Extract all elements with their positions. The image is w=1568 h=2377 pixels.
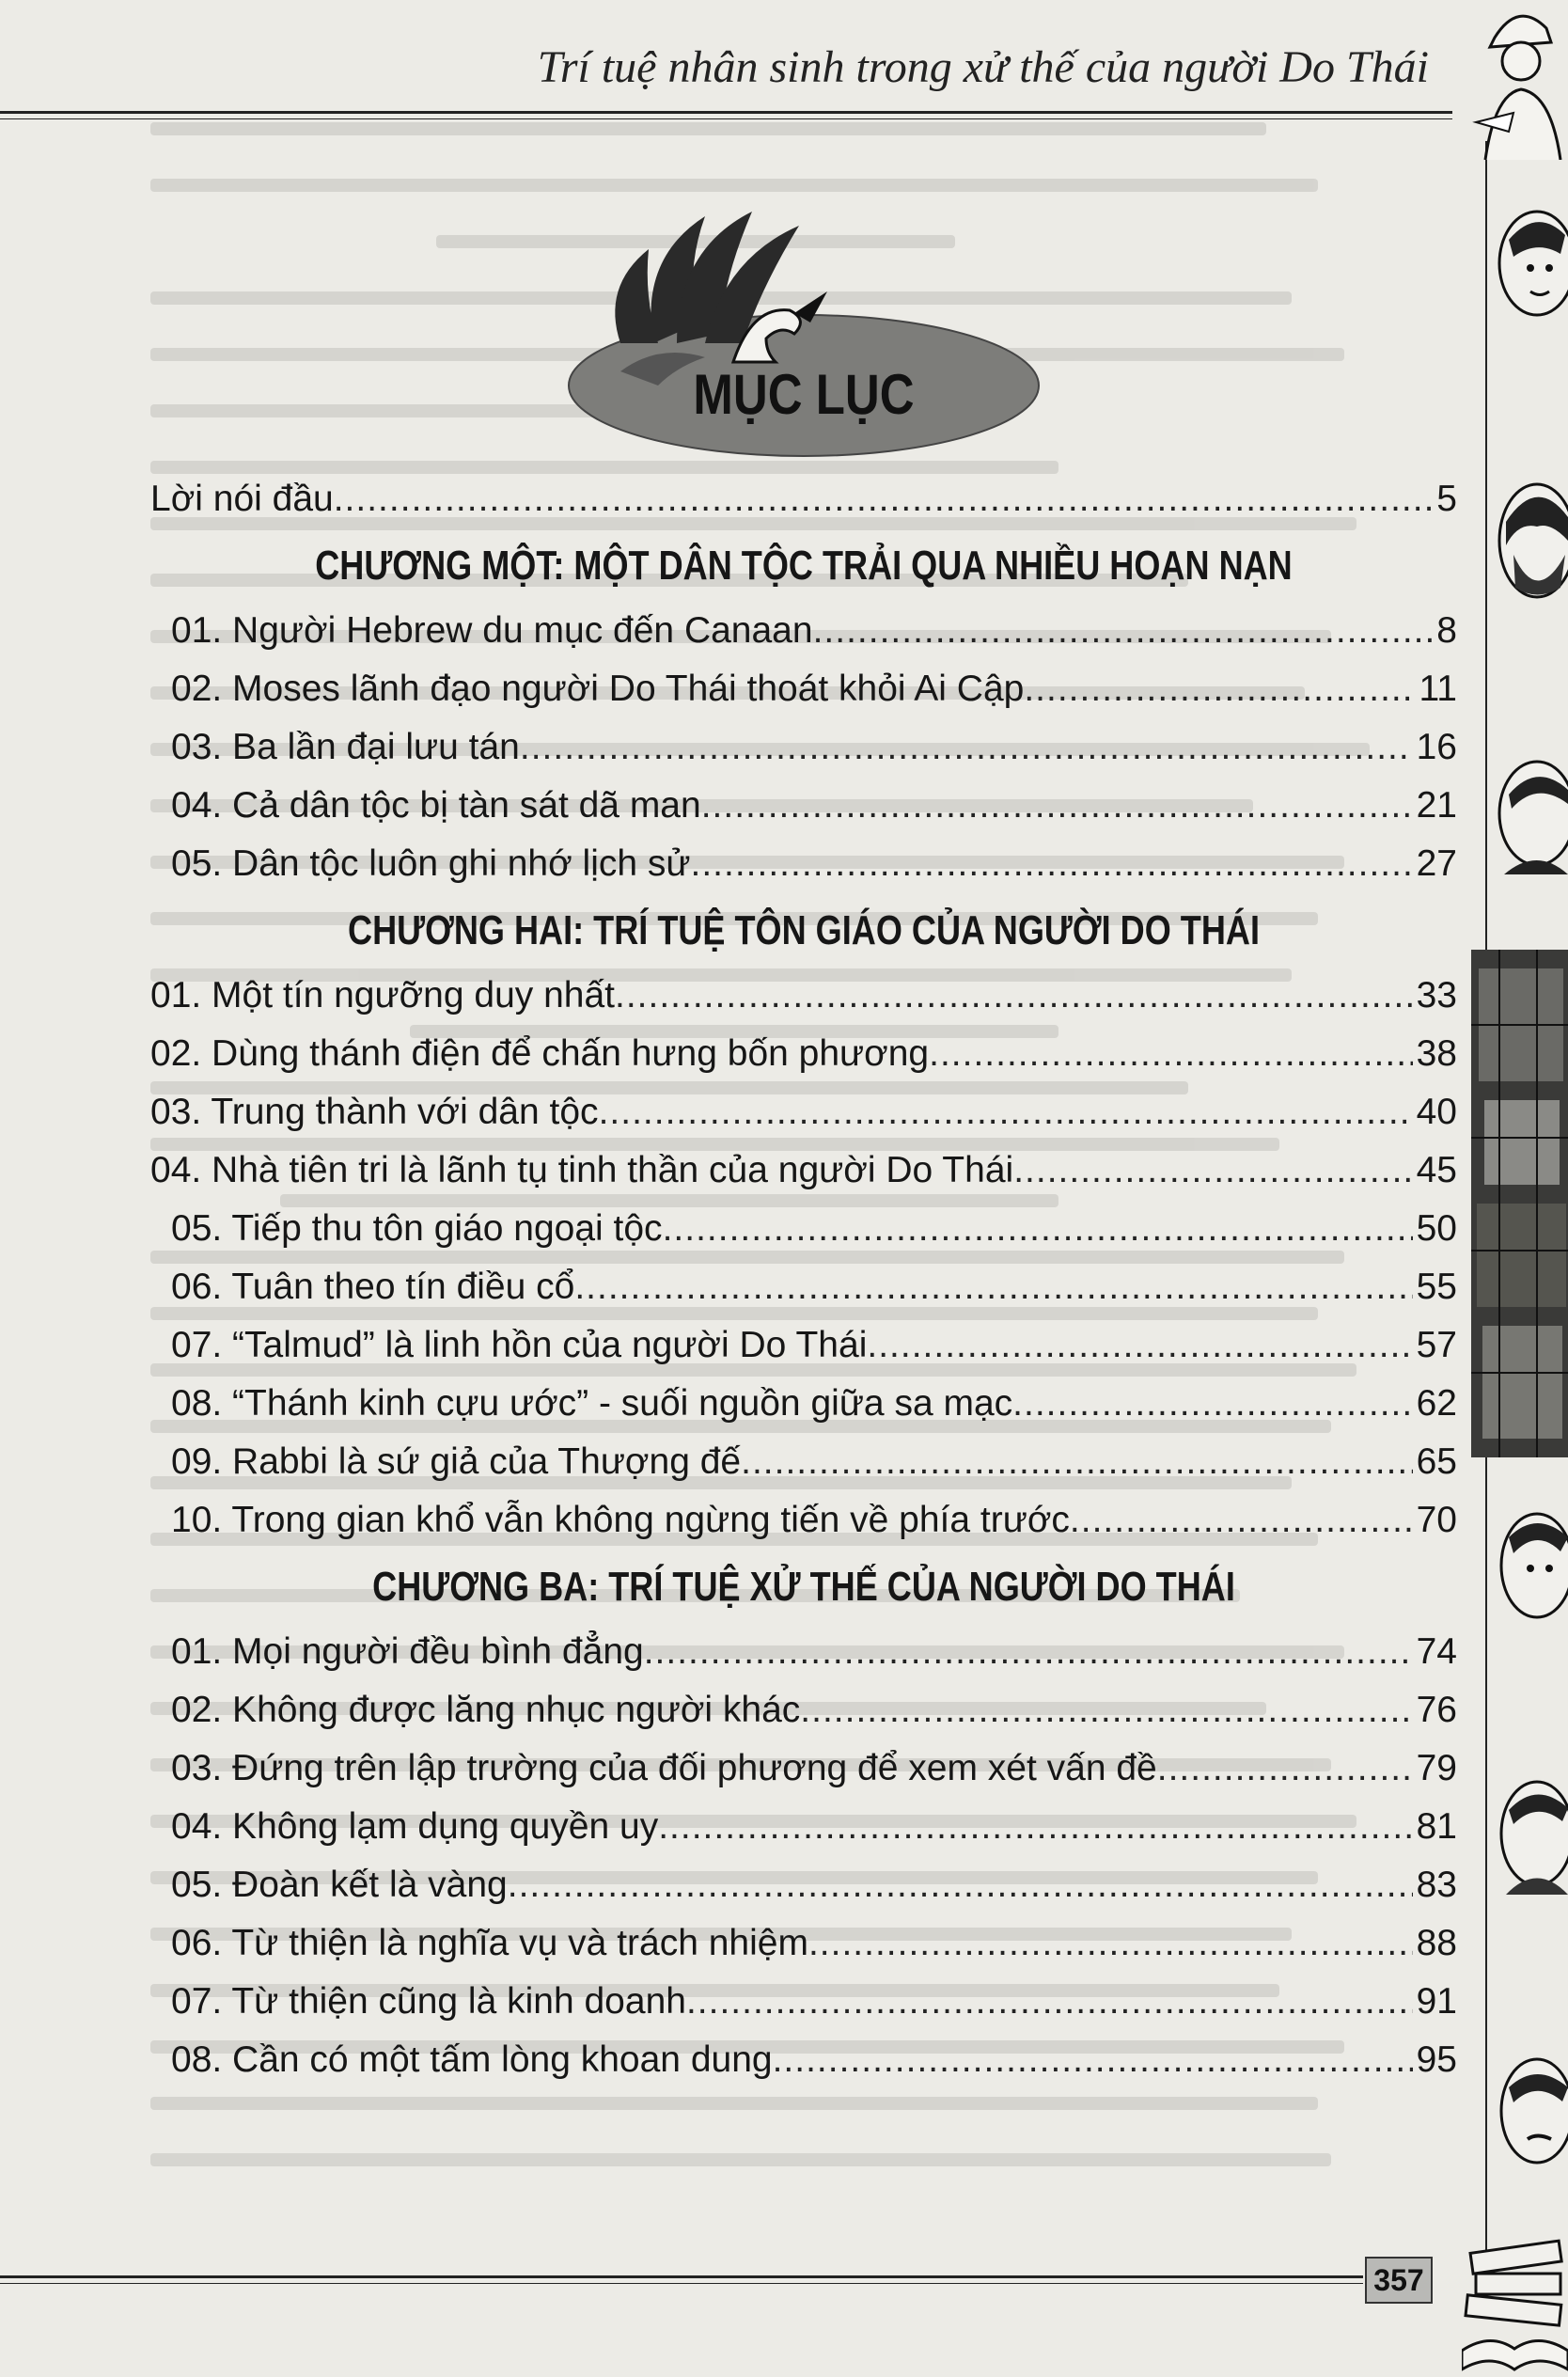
running-head: Trí tuệ nhân sinh trong xử thế của người Do Thái	[537, 42, 1429, 92]
toc-entry[interactable]	[150, 835, 1457, 893]
toc-entry-label: 08. Cần có một tấm lòng khoan dung	[171, 2039, 773, 2080]
toc-page-number: 55	[1416, 1267, 1457, 1307]
toc-page-number: 40	[1416, 1092, 1457, 1132]
toc-page-number: 16	[1416, 727, 1457, 767]
toc-leader-dots	[686, 1973, 1413, 2031]
toc-page-number: 81	[1416, 1806, 1457, 1847]
toc-entry[interactable]	[150, 1914, 1457, 1973]
toc-entry[interactable]	[150, 1739, 1457, 1798]
header-rule-thin	[0, 118, 1452, 119]
toc-entry[interactable]	[150, 1200, 1457, 1258]
toc-leader-dots	[813, 602, 1434, 660]
toc-leader-dots	[508, 1856, 1413, 1914]
toc-entry[interactable]	[150, 1491, 1457, 1550]
toc-entry[interactable]	[150, 1856, 1457, 1914]
toc-page-number: 74	[1416, 1631, 1457, 1672]
toc-entry[interactable]	[150, 1681, 1457, 1739]
toc-entry-label: 07. Từ thiện cũng là kinh doanh	[171, 1981, 686, 2022]
toc-entry[interactable]	[150, 1375, 1457, 1433]
toc-entry-label: 06. Từ thiện là nghĩa vụ và trách nhiệm	[171, 1923, 808, 1963]
toc-leader-dots	[701, 777, 1413, 835]
toc-entry-label: 03. Ba lần đại lưu tán	[171, 727, 520, 767]
toc-leader-dots	[867, 1316, 1412, 1375]
chapter-heading-3[interactable]: CHƯƠNG BA: TRÍ TUỆ XỬ THẾ CỦA NGƯỜI DO THÁI	[372, 1564, 1235, 1610]
toc-page-number: 50	[1416, 1208, 1457, 1249]
toc-entry[interactable]	[150, 2031, 1457, 2089]
toc-leader-dots	[773, 2031, 1413, 2089]
toc-entry-label: 04. Cả dân tộc bị tàn sát dã man	[171, 785, 701, 826]
portrait-3-icon	[1495, 752, 1568, 874]
sherlock-figure-icon	[1466, 0, 1568, 160]
toc-entry-label: 06. Tuân theo tín điều cổ	[171, 1267, 575, 1307]
toc-page-number: 11	[1419, 669, 1457, 709]
toc-title: MỤC LỤC	[693, 363, 915, 426]
toc-entry[interactable]	[150, 1141, 1457, 1200]
toc-page-number: 38	[1416, 1033, 1457, 1074]
toc-entry[interactable]	[150, 1973, 1457, 2031]
toc-entry[interactable]	[150, 1316, 1457, 1375]
portrait-5-icon	[1495, 1772, 1568, 1895]
toc-page-number: 95	[1416, 2039, 1457, 2080]
toc-leader-dots	[658, 1798, 1412, 1856]
toc-entry[interactable]	[150, 718, 1457, 777]
toc-leader-dots	[599, 1083, 1413, 1141]
toc-entry-label: 09. Rabbi là sứ giả của Thượng đế	[171, 1441, 742, 1482]
toc-entry[interactable]	[150, 1798, 1457, 1856]
toc-entry[interactable]	[150, 1258, 1457, 1316]
toc-leader-dots	[334, 470, 1434, 528]
toc-entry-label: 05. Tiếp thu tôn giáo ngoại tộc	[171, 1208, 663, 1249]
toc-page-number: 70	[1416, 1500, 1457, 1540]
toc-entry[interactable]	[150, 1623, 1457, 1681]
footer-rule-thin	[0, 2283, 1363, 2284]
toc-page-number: 65	[1416, 1441, 1457, 1482]
toc-entry-label: 01. Một tín ngưỡng duy nhất	[150, 975, 615, 1015]
portrait-2-icon	[1495, 475, 1568, 606]
toc-entry-label: 03. Trung thành với dân tộc	[150, 1092, 599, 1132]
portrait-6-icon	[1495, 2050, 1568, 2172]
toc-page-number: 5	[1436, 479, 1457, 519]
toc-leader-dots	[741, 1433, 1413, 1491]
chapter-heading-1[interactable]: CHƯƠNG MỘT: MỘT DÂN TỘC TRẢI QUA NHIỀU HOẠN NẠN	[315, 543, 1293, 589]
toc-entry[interactable]	[150, 602, 1457, 660]
toc-page-number: 79	[1416, 1748, 1457, 1788]
toc-entry-label: 01. Mọi người đều bình đẳng	[171, 1631, 644, 1672]
toc-entry[interactable]	[150, 1433, 1457, 1491]
toc-entry-label: 04. Không lạm dụng quyền uy	[171, 1806, 659, 1847]
table-of-contents	[150, 470, 1457, 2089]
toc-page-number: 57	[1416, 1325, 1457, 1365]
toc-entry-label: 01. Người Hebrew du mục đến Canaan	[171, 610, 813, 651]
toc-entry-label: Lời nói đầu	[150, 479, 334, 519]
portrait-1-icon	[1495, 202, 1568, 324]
toc-leader-dots	[574, 1258, 1412, 1316]
books-illustration	[1462, 2228, 1568, 2377]
toc-entry-label: 05. Dân tộc luôn ghi nhớ lịch sử	[171, 843, 691, 884]
toc-entry-label: 07. “Talmud” là linh hồn của người Do Thái	[171, 1325, 868, 1365]
toc-entry[interactable]	[150, 777, 1457, 835]
toc-leader-dots	[1070, 1491, 1413, 1550]
toc-leader-dots	[691, 835, 1413, 893]
toc-leader-dots	[644, 1623, 1413, 1681]
toc-leader-dots	[800, 1681, 1412, 1739]
toc-leader-dots	[663, 1200, 1413, 1258]
toc-page-number: 83	[1416, 1865, 1457, 1905]
toc-page-number: 21	[1416, 785, 1457, 826]
toc-page-number: 62	[1416, 1383, 1457, 1424]
chapter-heading-2[interactable]: CHƯƠNG HAI: TRÍ TUỆ TÔN GIÁO CỦA NGƯỜI DO THÁI	[348, 907, 1260, 953]
page-number: 357	[1365, 2257, 1433, 2304]
city-illustration	[1471, 950, 1568, 1457]
toc-page-number: 91	[1416, 1981, 1457, 2022]
toc-leader-dots	[615, 967, 1413, 1025]
toc-page-number: 33	[1416, 975, 1457, 1015]
toc-leader-dots	[520, 718, 1413, 777]
toc-entry-preface[interactable]	[150, 470, 1457, 528]
toc-page-number: 45	[1416, 1150, 1457, 1190]
toc-entry-label: 05. Đoàn kết là vàng	[171, 1865, 508, 1905]
toc-entry-label: 02. Moses lãnh đạo người Do Thái thoát khỏi Ai Cập	[171, 669, 1025, 709]
toc-leader-dots	[808, 1914, 1413, 1973]
portrait-4-icon	[1495, 1504, 1568, 1627]
toc-leader-dots	[1024, 660, 1415, 718]
toc-entry-label: 02. Không được lăng nhục người khác	[171, 1690, 801, 1730]
toc-page-number: 76	[1416, 1690, 1457, 1730]
toc-entry-label: 02. Dùng thánh điện để chấn hưng bốn phương	[150, 1033, 930, 1074]
toc-page-number: 8	[1436, 610, 1457, 651]
toc-page-number: 88	[1416, 1923, 1457, 1963]
toc-leader-dots	[1157, 1739, 1413, 1798]
toc-entry[interactable]	[150, 967, 1457, 1025]
toc-entry[interactable]	[150, 660, 1457, 718]
toc-leader-dots	[1013, 1141, 1412, 1200]
toc-entry-label: 03. Đứng trên lập trường của đối phương để xem xét vấn đề	[171, 1748, 1157, 1788]
toc-page-number: 27	[1416, 843, 1457, 884]
footer-rule	[0, 2275, 1363, 2278]
toc-entry-label: 10. Trong gian khổ vẫn không ngừng tiến về phía trước	[171, 1500, 1070, 1540]
toc-entry-label: 04. Nhà tiên tri là lãnh tụ tinh thần của người Do Thái	[150, 1150, 1014, 1190]
toc-leader-dots	[929, 1025, 1413, 1083]
toc-leader-dots	[1012, 1375, 1412, 1433]
toc-entry[interactable]	[150, 1025, 1457, 1083]
toc-entry-label: 08. “Thánh kinh cựu ước” - suối nguồn giữa sa mạc	[171, 1383, 1013, 1424]
toc-entry[interactable]	[150, 1083, 1457, 1141]
header-rule	[0, 111, 1452, 114]
